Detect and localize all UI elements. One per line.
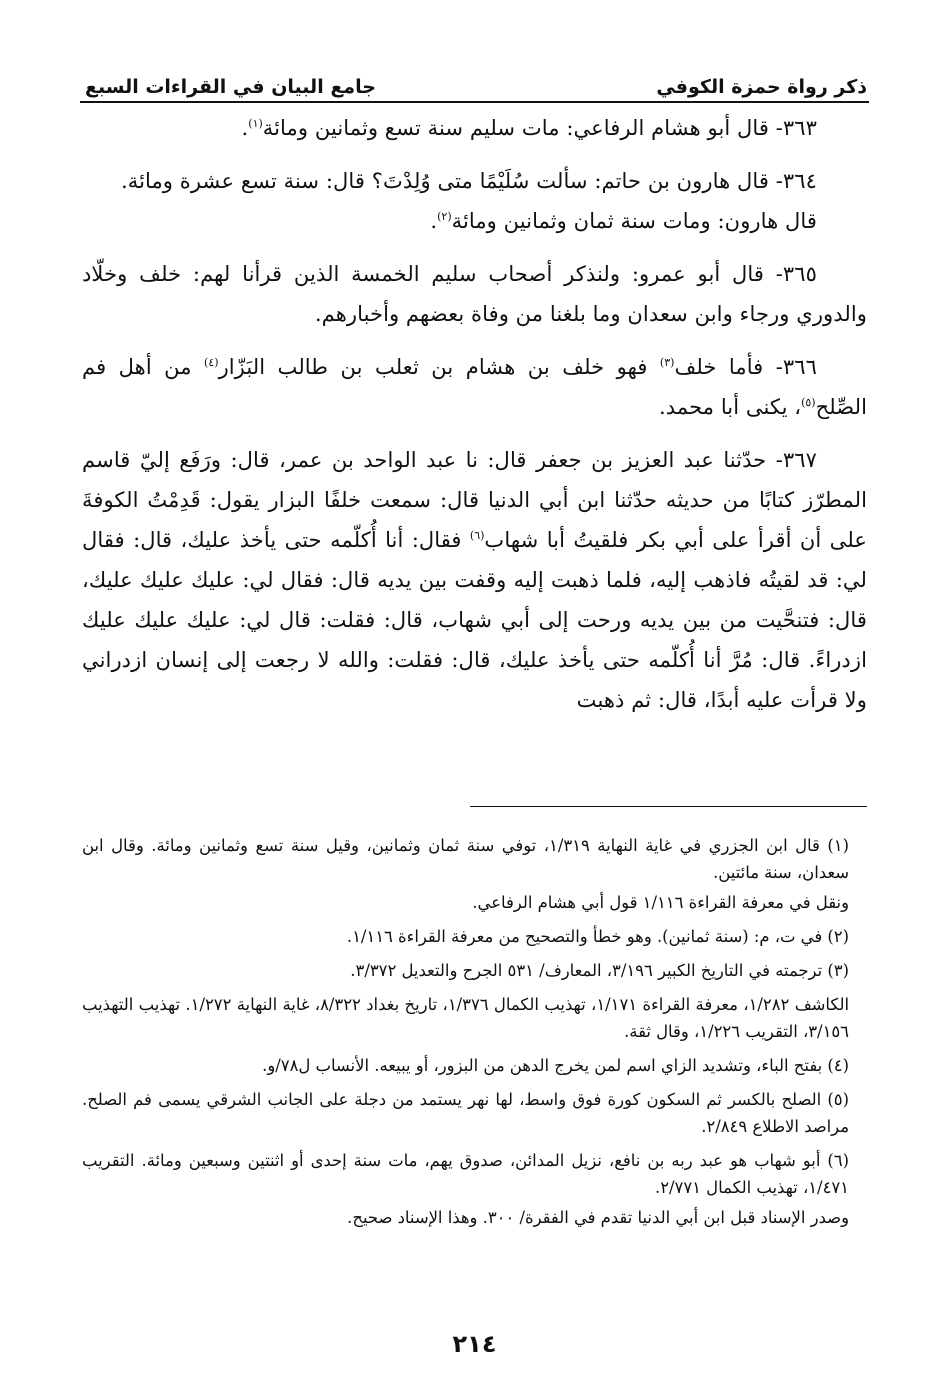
footnote-3: (٣) ترجمته في التاريخ الكبير ٣/١٩٦، المعارف/ ٥٣١ الجرح والتعديل ٣/٣٧٢. xyxy=(350,961,849,980)
paragraph-text: ٣٦٧- حدّثنا عبد العزيز بن جعفر قال: نا عبد الواحد بن عمر، قال: ورَفَع إليّ قاسم المطرّز كتابًا من حديثه حدّثنا ابن أبي الدنيا قال: سمعت خلفًا البزار يقول: قَدِمْتُ الكوفةَ على أن أقرأ على أبي بكر فلقيتُ أبا شهاب xyxy=(82,447,867,552)
footnote-3-continued: الكاشف ١/٢٨٢، معرفة القراءة ١/١٧١، تهذيب الكمال ١/٣٧٦، تاريخ بغداد ٨/٣٢٢، غاية النهاية ١/٢٧٢. تهذيب التهذيب ٣/١٥٦، التقريب ١/٢٢٦، وقال ثقة. xyxy=(82,995,849,1041)
paragraph-363 xyxy=(82,108,867,148)
paragraph-text: فقال: أنا أُكلّمه حتى يأخذ عليك، قال: فقال لي: قد لقيتُه فاذهب إليه، فلما ذهبت إليه وقفت بين يديه قال: فقال لي: عليك عليك عليك، قال: فتنحَّيت من بين يديه ورحت إلى أبي شهاب، قال: فقلت: قال لي: عليك عليك عليك ازدراءً. قال: مُرَّ أنا أُكلّمه حتى يأخذ عليك، قال: فقلت: والله لا رجعت إلى إنسان ازدراني ولا قرأت عليه أبدًا، قال: ثم ذهبت xyxy=(82,527,867,712)
header-chapter-title: ذكر رواة حمزة الكوفي xyxy=(656,76,867,98)
paragraph-text: قال هارون: ومات سنة ثمان وثمانين ومائة xyxy=(451,208,817,233)
header-rule xyxy=(80,101,869,103)
footnote-6: (٦) أبو شهاب هو عبد ربه بن نافع، نزيل المدائن، صدوق يهم، مات سنة إحدى أو اثنتين وسبعين ومائة. التقريب ١/٤٧١، تهذيب الكمال ٢/٧٧١. xyxy=(82,1151,849,1197)
footnote-marker: (١) xyxy=(248,116,263,130)
footnote-1: (١) قال ابن الجزري في غاية النهاية ١/٣١٩، توفي سنة ثمان وثمانين، وقيل سنة تسع وثمانين ومائة. وقال ابن سعدان، سنة مائتين. xyxy=(82,836,849,882)
paragraph-text: . xyxy=(241,115,249,140)
footnote-marker: (٦) xyxy=(469,528,485,542)
paragraph-364-continued xyxy=(82,201,867,241)
paragraph-text: ٣٦٣- قال أبو هشام الرفاعي: مات سليم سنة تسع وثمانين ومائة xyxy=(262,115,817,140)
footnote-separator xyxy=(470,806,867,807)
footnote-6-continued: وصدر الإسناد قبل ابن أبي الدنيا تقدم في الفقرة/ ٣٠٠. وهذا الإسناد صحيح. xyxy=(347,1208,849,1227)
paragraph-365: ٣٦٥- قال أبو عمرو: ولنذكر أصحاب سليم الخمسة الذين قرأنا لهم: خلف وخلّاد والدوري ورجاء وابن سعدان وما بلغنا من وفاة بعضهم وأخبارهم. xyxy=(82,261,867,326)
paragraph-366 xyxy=(82,347,867,427)
paragraph-text: . xyxy=(430,208,438,233)
footnote-marker: (٣) xyxy=(659,355,675,369)
paragraph-367 xyxy=(82,440,867,720)
footnote-marker: (٥) xyxy=(801,395,816,409)
footnotes xyxy=(82,832,849,1238)
footnote-marker: (٤) xyxy=(204,355,219,369)
footnote-4: (٤) بفتح الباء، وتشديد الزاي اسم لمن يخرج الدهن من البزور، أو يبيعه. الأنساب ل٧٨/و. xyxy=(262,1056,849,1075)
running-header xyxy=(85,58,867,98)
paragraph-text: ٣٦٦- فأما خلف xyxy=(674,354,817,379)
footnote-1-continued: ونقل في معرفة القراءة ١/١١٦ قول أبي هشام الرفاعي. xyxy=(472,893,849,912)
footnote-marker: (٢) xyxy=(437,209,452,223)
main-text xyxy=(82,108,867,733)
paragraph-text: من أهل فم الصِّلح xyxy=(82,354,867,419)
header-book-title: جامع البيان في القراءات السبع xyxy=(85,76,376,98)
paragraph-text: فهو خلف بن هشام بن ثعلب بن طالب البَزّار xyxy=(218,354,660,379)
footnote-5: (٥) الصلح بالكسر ثم السكون كورة فوق واسط، لها نهر يستمد من دجلة على الجانب الشرقي يسمى فم الصلح. مراصد الاطلاع ٢/٨٤٩. xyxy=(82,1090,849,1136)
paragraph-364: ٣٦٤- قال هارون بن حاتم: سألت سُلَيْمًا متى وُلِدْتَ؟ قال: سنة تسع عشرة ومائة. xyxy=(121,168,817,193)
footnote-2: (٢) في ت، م: (سنة ثمانين). وهو خطأ والتصحيح من معرفة القراءة ١/١١٦. xyxy=(346,927,849,946)
paragraph-text: ، يكنى أبا محمد. xyxy=(658,394,802,419)
page-number: ٢١٤ xyxy=(452,1330,497,1358)
